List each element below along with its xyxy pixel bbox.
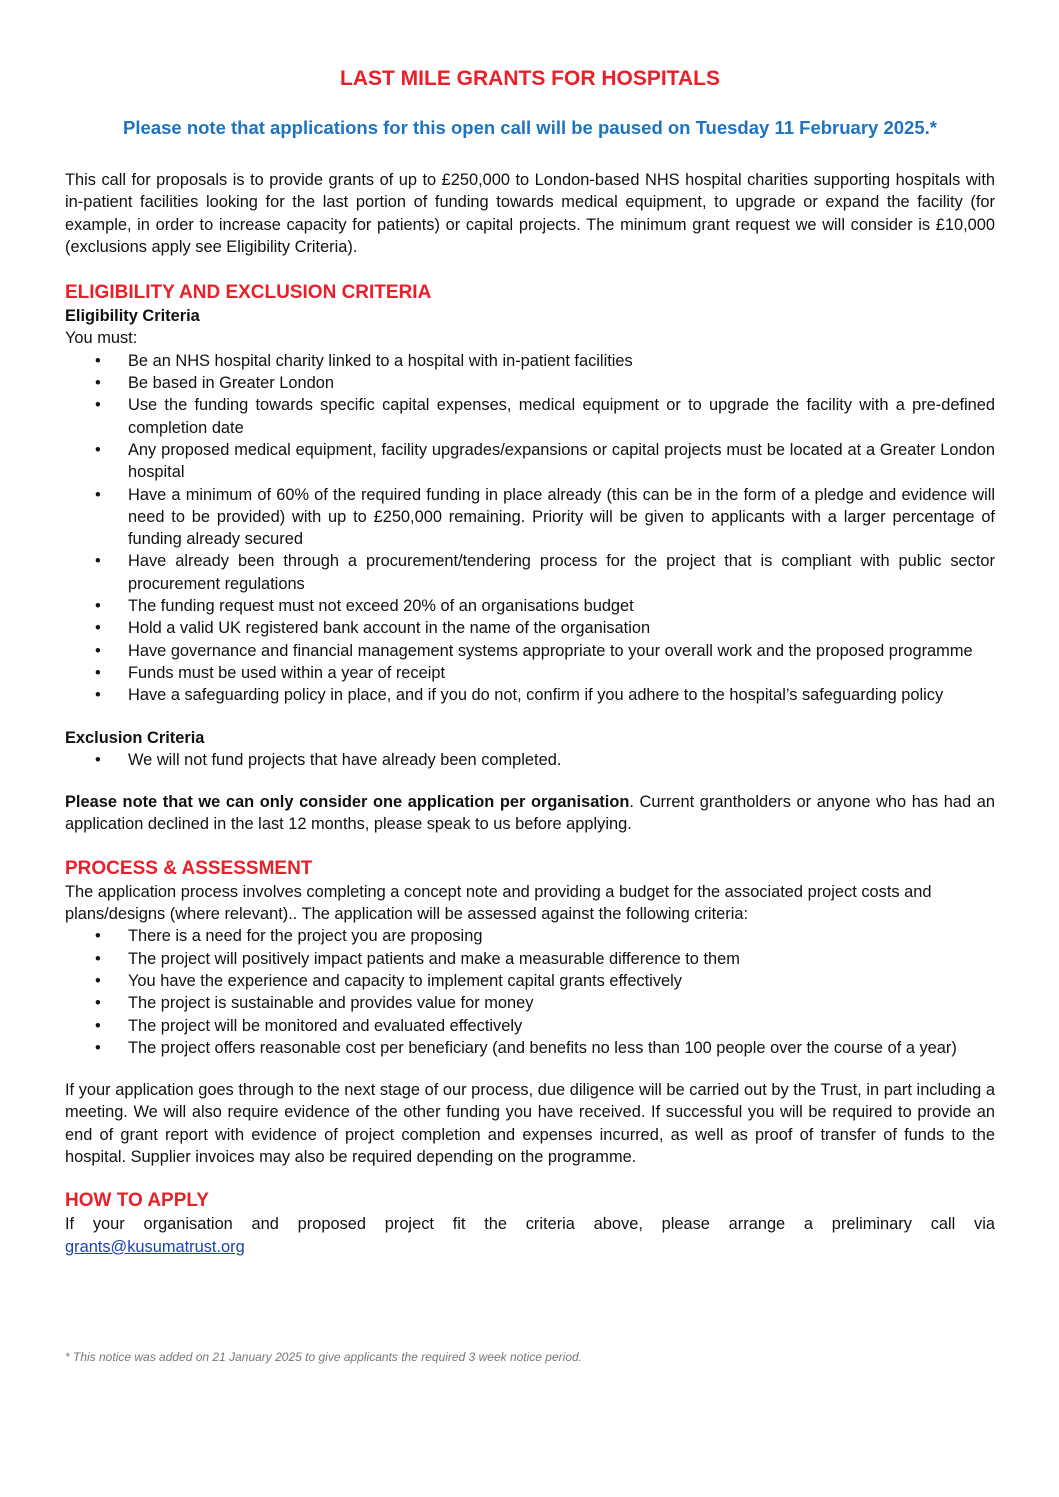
eligibility-heading: ELIGIBILITY AND EXCLUSION CRITERIA xyxy=(65,282,432,304)
list-item-text: The project will positively impact patients and make a measurable difference to them xyxy=(128,949,740,968)
list-item-text: Have governance and financial management systems appropriate to your overall work and the proposed programme xyxy=(128,641,973,660)
footnote: * This notice was added on 21 January 2025 to give applicants the required 3 week notice period. xyxy=(65,1350,582,1364)
list-item-text: Funds must be used within a year of receipt xyxy=(128,663,446,682)
list-item-text: The project offers reasonable cost per beneficiary (and benefits no less than 100 people over the course of a year) xyxy=(128,1038,957,1057)
bullet-icon: • xyxy=(95,374,101,393)
list-item-text: Be an NHS hospital charity linked to a hospital with in-patient facilities xyxy=(128,351,633,370)
list-item xyxy=(65,617,995,639)
exclusion-subheading: Exclusion Criteria xyxy=(65,728,205,747)
list-item-text: Have a safeguarding policy in place, and if you do not, confirm if you adhere to the hospital’s safeguarding policy xyxy=(128,686,944,705)
apply-heading: HOW TO APPLY xyxy=(65,1190,209,1212)
bullet-icon: • xyxy=(95,641,101,660)
intro-paragraph: This call for proposals is to provide grants of up to £250,000 to London-based NHS hospital charities supporting hospitals with in-patient facilities looking for the last portion of funding towards medical equipment, to upgrade or expand the facility (for example, in order to increase capacity for patients) or capital projects. The minimum grant request we will consider is £10,000 (exclusions apply see Eligibility Criteria). xyxy=(65,171,995,256)
list-item-text: Hold a valid UK registered bank account in the name of the organisation xyxy=(128,619,651,638)
bullet-icon: • xyxy=(95,619,101,638)
one-application-rest: . Current grantholders or anyone who has had an application declined in the last 12 months, please speak to us before applying. xyxy=(65,793,995,834)
process-heading: PROCESS & ASSESSMENT xyxy=(65,857,313,879)
list-item xyxy=(65,372,995,394)
page-title: LAST MILE GRANTS FOR HOSPITALS xyxy=(340,67,720,90)
pause-notice: Please note that applications for this open call will be paused on Tuesday 11 February 2025.* xyxy=(123,117,937,138)
eligibility-subheading: Eligibility Criteria xyxy=(65,307,200,326)
process-section xyxy=(65,857,995,1169)
bullet-icon: • xyxy=(95,994,101,1013)
document-page xyxy=(65,62,995,1258)
list-item-text: We will not fund projects that have already been completed. xyxy=(128,750,562,769)
eligibility-section xyxy=(65,281,995,706)
list-item-text: Any proposed medical equipment, facility upgrades/expansions or capital projects must be located at a Greater London hospital xyxy=(128,440,995,482)
list-item xyxy=(65,662,995,684)
bullet-icon: • xyxy=(95,440,101,459)
bullet-icon: • xyxy=(95,597,101,616)
bullet-icon: • xyxy=(95,949,101,968)
list-item xyxy=(65,439,995,484)
list-item xyxy=(65,350,995,372)
eligibility-list xyxy=(65,350,995,707)
list-item-text: Have already been through a procurement/tendering process for the project that is compliant with public sector procurement regulations xyxy=(128,552,995,593)
list-item xyxy=(65,992,995,1014)
list-item-text: The project will be monitored and evaluated effectively xyxy=(128,1016,523,1035)
exclusion-list xyxy=(65,749,995,771)
list-item-text: Use the funding towards specific capital expenses, medical equipment or to upgrade the facility with a pre-defined completion date xyxy=(128,396,995,437)
one-application-bold: Please note that we can only consider one application per organisation xyxy=(65,793,630,812)
bullet-icon: • xyxy=(95,351,101,370)
list-item-text: There is a need for the project you are proposing xyxy=(128,927,483,946)
list-item xyxy=(65,484,995,551)
bullet-icon: • xyxy=(95,971,101,990)
grants-email-link[interactable]: grants@kusumatrust.org xyxy=(65,1237,245,1256)
due-diligence-paragraph: If your application goes through to the next stage of our process, due diligence will be carried out by the Trust, in part including a meeting. We will also require evidence of the other funding you have received. If successful you will be required to provide an end of grant report with evidence of project completion and expenses incurred, as well as proof of transfer of funds to the hospital. Supplier invoices may also be required depending on the programme. xyxy=(65,1081,995,1166)
list-item-text: The project is sustainable and provides value for money xyxy=(128,994,534,1013)
list-item-text: You have the experience and capacity to implement capital grants effectively xyxy=(128,971,682,990)
list-item xyxy=(65,749,995,771)
bullet-icon: • xyxy=(95,396,101,415)
apply-text: If your organisation and proposed project fit the criteria above, please arrange a preliminary call via xyxy=(65,1215,995,1234)
list-item xyxy=(65,1015,995,1037)
list-item xyxy=(65,550,995,595)
bullet-icon: • xyxy=(95,485,101,504)
exclusion-section xyxy=(65,727,995,772)
list-item-text: Be based in Greater London xyxy=(128,374,334,393)
bullet-icon: • xyxy=(95,663,101,682)
eligibility-lead: You must: xyxy=(65,329,138,348)
list-item xyxy=(65,970,995,992)
bullet-icon: • xyxy=(95,750,101,769)
bullet-icon: • xyxy=(95,927,101,946)
list-item xyxy=(65,684,995,706)
bullet-icon: • xyxy=(95,1016,101,1035)
one-application-note xyxy=(65,791,995,836)
list-item xyxy=(65,948,995,970)
list-item xyxy=(65,394,995,439)
list-item xyxy=(65,640,995,662)
apply-section xyxy=(65,1189,995,1258)
bullet-icon: • xyxy=(95,552,101,571)
list-item xyxy=(65,595,995,617)
process-lead: The application process involves completing a concept note and providing a budget for the associated project costs and plans/designs (where relevant).. The application will be assessed against the following criteria: xyxy=(65,882,932,924)
process-criteria-list xyxy=(65,925,995,1059)
bullet-icon: • xyxy=(95,1038,101,1057)
list-item xyxy=(65,925,995,947)
bullet-icon: • xyxy=(95,686,101,705)
list-item-text: Have a minimum of 60% of the required funding in place already (this can be in the form of a pledge and evidence will need to be provided) with up to £250,000 remaining. Priority will be given to applicants with a larger percentage of funding already secured xyxy=(128,485,995,549)
list-item xyxy=(65,1037,995,1059)
list-item-text: The funding request must not exceed 20% of an organisations budget xyxy=(128,597,634,616)
